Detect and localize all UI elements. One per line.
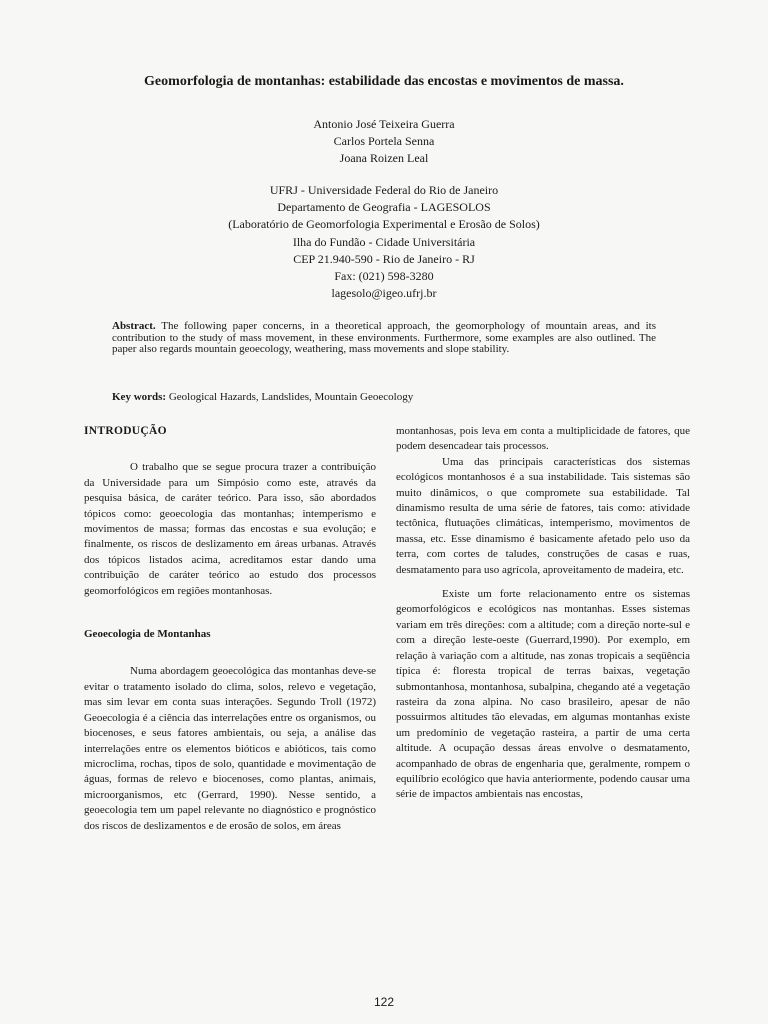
abstract-text: The following paper concerns, in a theoretical approach, the geomorphology of mountain areas, and its contribution to the study of mass movement, in these environments. Furthermore, some examples are also outlined. The paper also regards mountain geoecology, weathering, mass movements and slope stability. xyxy=(112,320,656,356)
page-number: 122 xyxy=(373,995,395,1009)
section-heading-introducao: INTRODUÇÃO xyxy=(84,425,167,437)
affiliation-email: lagesolo@igeo.ufrj.br xyxy=(331,286,437,301)
affiliation-line: Fax: (021) 598-3280 xyxy=(334,269,434,284)
affiliation-block xyxy=(0,182,768,302)
affiliation-line: UFRJ - Universidade Federal do Rio de Janeiro xyxy=(269,183,499,197)
abstract-label: Abstract. xyxy=(112,320,156,332)
affiliation-line: Departamento de Geografia - LAGESOLOS xyxy=(277,200,491,215)
continued-paragraph: montanhosas, pois leva em conta a multiplicidade de fatores, que podem desencadear tais processos. xyxy=(396,425,690,453)
paper-title: Geomorfologia de montanhas: estabilidade das encostas e movimentos de massa. xyxy=(144,74,624,89)
right-column xyxy=(396,424,690,803)
abstract xyxy=(112,321,656,356)
section-heading-geoecologia: Geoecologia de Montanhas xyxy=(84,628,211,641)
stability-paragraph: Uma das principais características dos sistemas ecológicos montanhosos é a sua instabilidade. Tais sistemas são muito dinâmicos, o que compromete sua estabilidade. Tal dinamismo resulta de uma série de fatores, tais como: atividade tectônica, flutuações climáticas, intemperismo, movimentos de massa, etc. Esse dinamismo é basicamente afetado pelo uso da terra, com cortes de taludes, construções de casas e ruas, desmatamento para uso agrícola, aproveitamento de madeira, etc. xyxy=(396,455,690,576)
keywords xyxy=(112,391,656,403)
left-column xyxy=(84,424,376,834)
author: Antonio José Teixeira Guerra xyxy=(313,117,455,131)
author-list xyxy=(0,116,768,167)
intro-paragraph: O trabalho que se segue procura trazer a contribuição da Universidade para um Simpósio como este, através da pesquisa básica, de caráter teórico. Para isso, são abordados tópicos como: geoecologia das montanhas; intemperismo e movimentos de massa; formas das encostas e sua evolução; e finalmente, os riscos de deslizamento em áreas urbanas. Através dos tópicos listados acima, acreditamos estar dando uma contribuição de caráter teórico ao estudo dos processos geomorfológicos em regiões montanhosas. xyxy=(84,461,376,597)
author: Joana Roizen Leal xyxy=(339,151,429,165)
author: Carlos Portela Senna xyxy=(333,134,435,148)
geoecologia-paragraph: Numa abordagem geoecológica das montanhas deve-se evitar o tratamento isolado do clima, solos, relevo e vegetação, mas sim levar em conta suas interações. Segundo Troll (1972) Geoecologia é a ciência das interrelações entre os organismos, ou biocenoses, e seus fatores ambientais, ou seja, a análise das interrelações entre os elementos bióticos e abióticos, tais como microclima, rochas, tipos de solo, quantidade e movimentação de águas, formas de relevo e biocenoses, como plantas, animais, microorganismos, etc (Gerrard, 1990). Nesse sentido, a geoecologia tem um papel relevante no diagnóstico e prognóstico dos riscos de deslizamentos e de erosão de solos, em áreas xyxy=(84,665,376,832)
affiliation-line: (Laboratório de Geomorfologia Experimental e Erosão de Solos) xyxy=(228,217,540,232)
keywords-text: Geological Hazards, Landslides, Mountain Geoecology xyxy=(168,391,414,403)
affiliation-line: Ilha do Fundão - Cidade Universitária xyxy=(292,234,476,249)
affiliation-line: CEP 21.940-590 - Rio de Janeiro - RJ xyxy=(293,251,475,266)
keywords-label: Key words: xyxy=(112,391,167,403)
relationship-paragraph: Existe um forte relacionamento entre os sistemas geomorfológicos e ecológicos nas montanhas. Esses sistemas variam em três direções: com a altitude; com a direção norte-sul e com a direção leste-oeste (Guerrard,1990). Por exemplo, em relação à variação com a altitude, nas zonas tropicais a seqüência típica é: floresta tropical de terras baixas, vegetação submontanhosa, montanhosa, subalpina, chegando até a vegetação rasteira da zona alpina. No caso brasileiro, apesar de não possuirmos altitudes tão elevadas, em algumas montanhas existe um predomínio de vegetação rasteira, a partir de uma certa altitude. A ocupação dessas áreas envolve o desmatamento, acompanhado de obras de engenharia que, geralmente, rompem o equilíbrio ecológico que havia anteriormente, podendo causar uma série de impactos ambientais nas encostas, xyxy=(396,588,690,801)
